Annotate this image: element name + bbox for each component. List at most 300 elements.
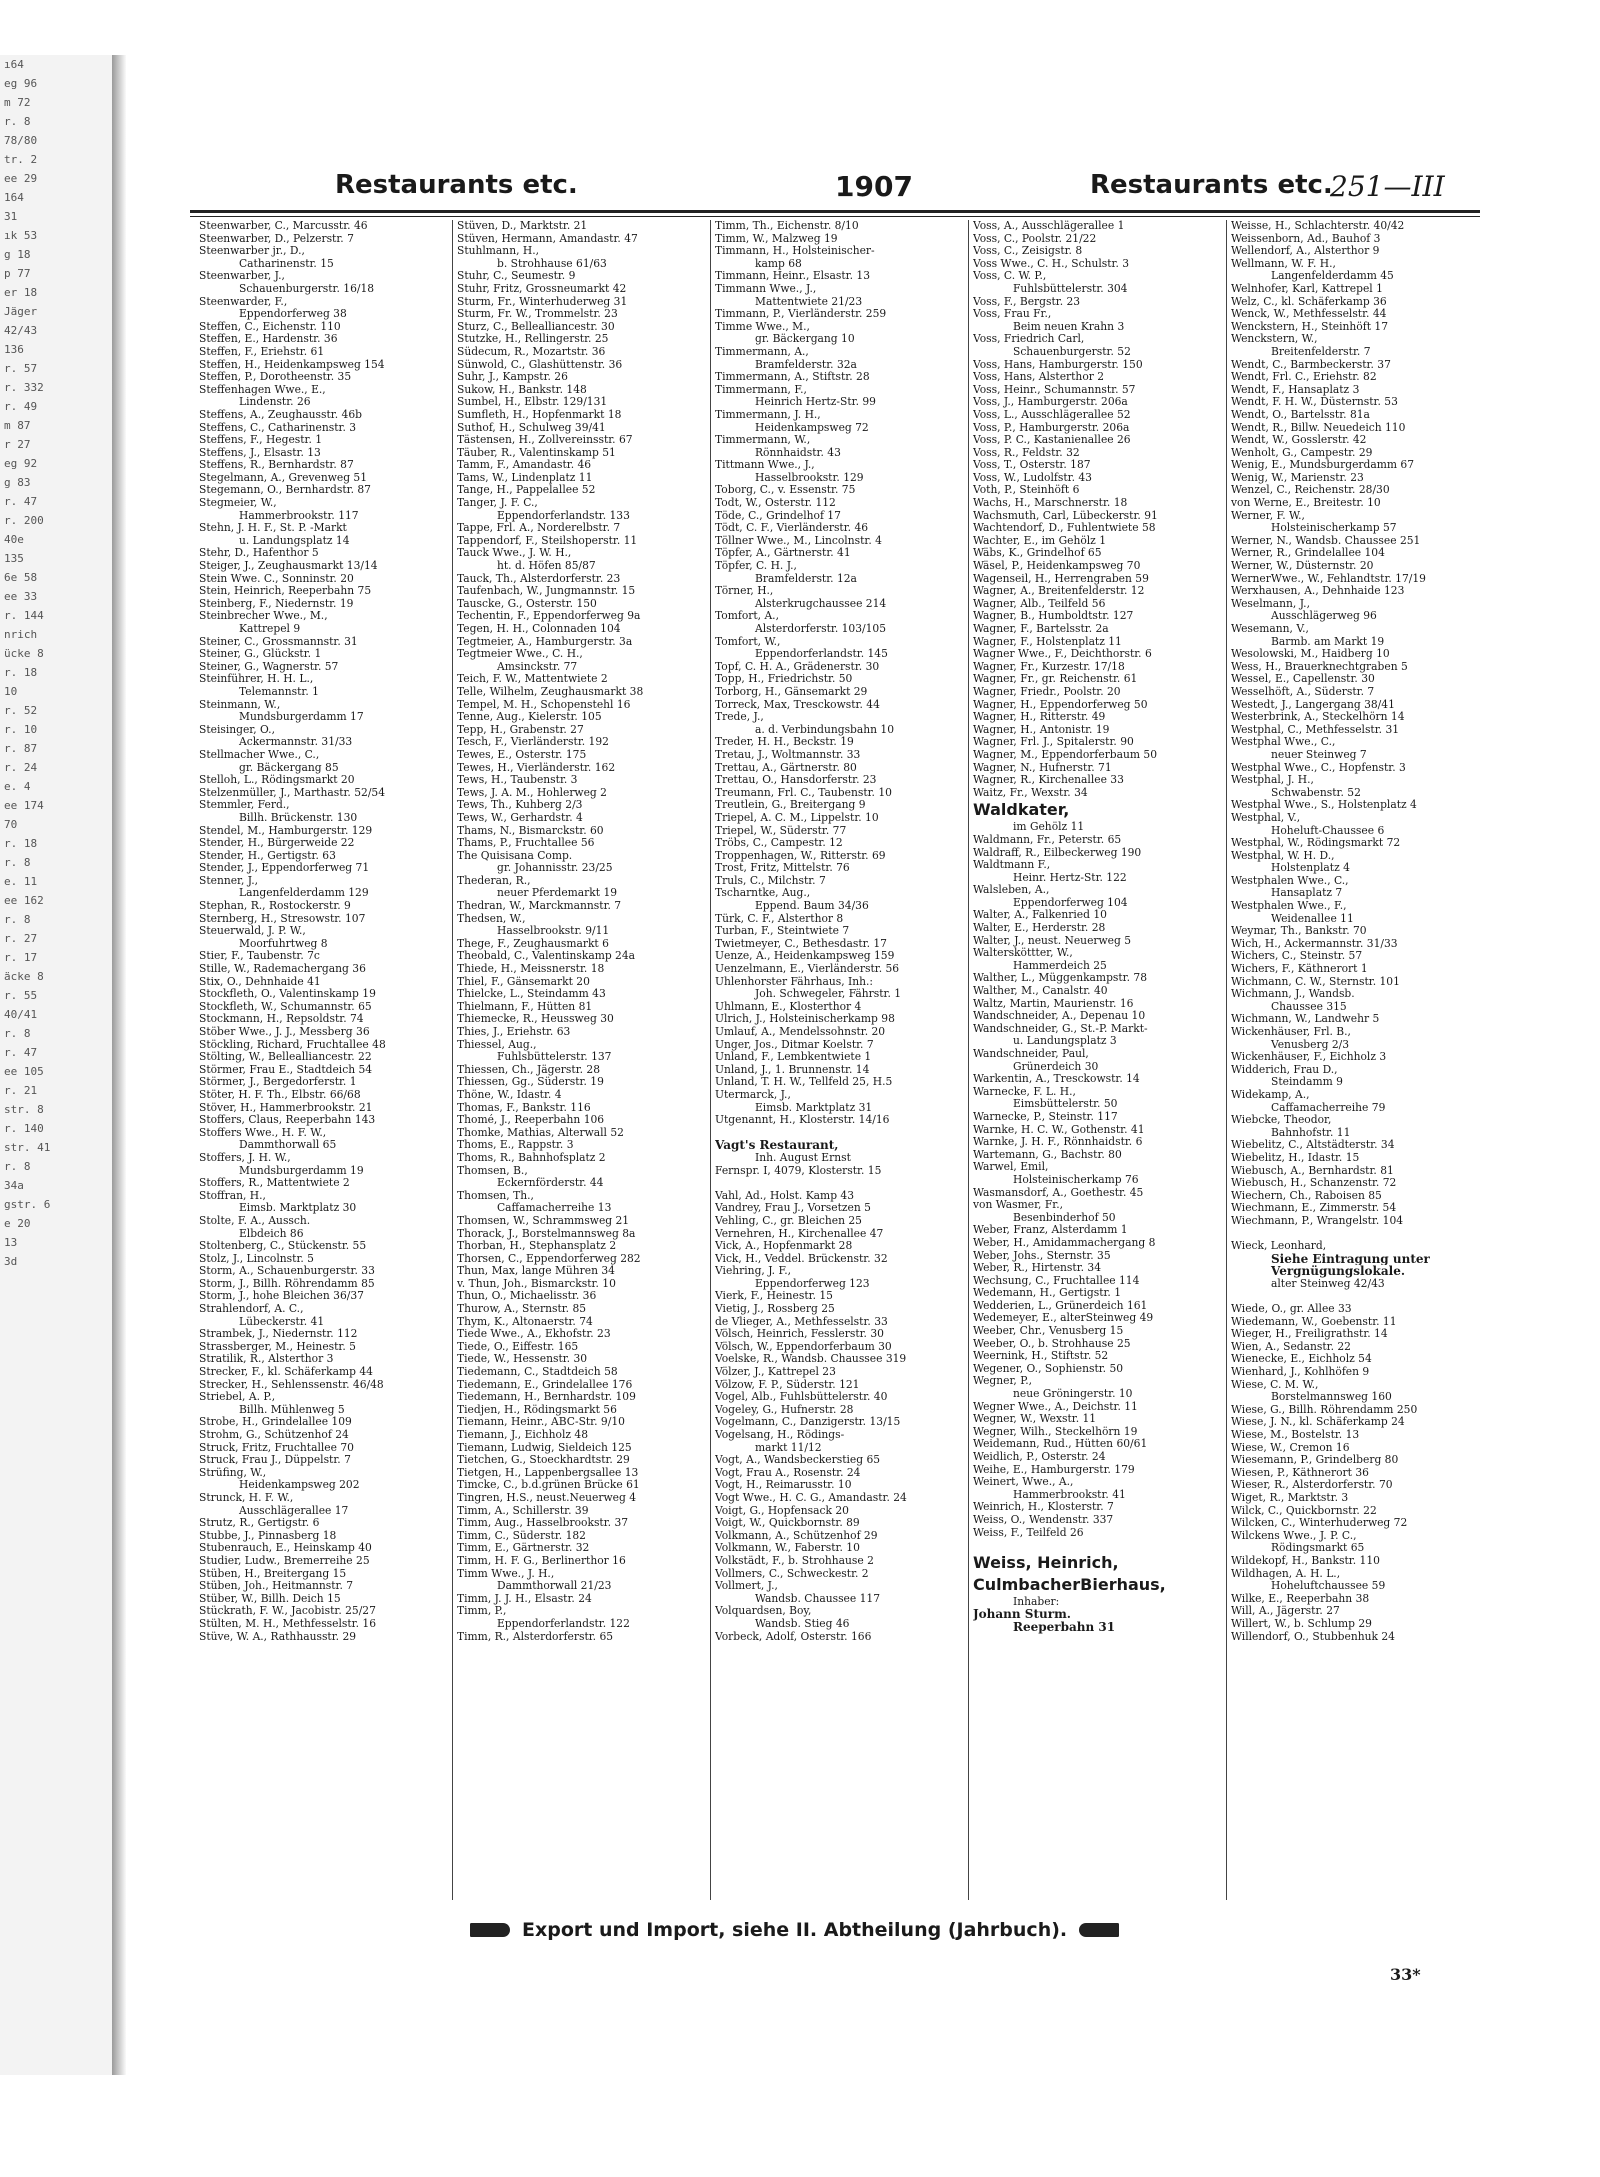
directory-entry: Wandsb. Chaussee 117 <box>755 1592 881 1605</box>
directory-entry: Storm, A., Schauenburgerstr. 33 <box>199 1265 375 1278</box>
directory-entry: Weernink, H., Stiftstr. 52 <box>973 1350 1109 1363</box>
directory-entry: Wiede, O., gr. Allee 33 <box>1231 1303 1352 1316</box>
directory-entry: Wachter, E., im Gehölz 1 <box>973 534 1107 547</box>
directory-entry: Wilck, C., Quickbornstr. 22 <box>1231 1504 1377 1517</box>
directory-entry: Stenner, J., <box>199 874 259 887</box>
directory-entry: Timm, Th., Eichenstr. 8/10 <box>715 220 859 232</box>
directory-entry: Turban, F., Steintwiete 7 <box>715 925 850 938</box>
directory-entry: Barmb. am Markt 19 <box>1271 635 1385 648</box>
directory-entry: Steenwarber jr., D., <box>199 245 305 258</box>
directory-entry: Tiedjen, H., Rödingsmarkt 56 <box>457 1403 617 1416</box>
directory-entry: v. Thun, Joh., Bismarckstr. 10 <box>457 1277 616 1290</box>
directory-entry: Timmann, Heinr., Elsastr. 13 <box>715 270 871 283</box>
directory-entry: Holsteinischerkamp 57 <box>1271 522 1397 535</box>
directory-entry: Techentin, F., Eppendorferweg 9a <box>457 610 641 623</box>
directory-entry: Vogt, A., Wandsbeckerstieg 65 <box>715 1454 881 1467</box>
directory-entry: Teich, F. W., Mattentwiete 2 <box>457 673 608 686</box>
directory-entry: Tiemann, Heinr., ABC-Str. 9/10 <box>457 1416 625 1429</box>
directory-entry: Storm, J., Billh. Röhrendamm 85 <box>199 1277 375 1290</box>
footer-note <box>470 1915 1370 1945</box>
directory-entry: Will, A., Jägerstr. 27 <box>1231 1605 1340 1618</box>
directory-entry: Wiese, C. M. W., <box>1231 1378 1319 1391</box>
directory-entry: Tews, W., Gerhardstr. 4 <box>457 811 583 824</box>
document-page <box>140 110 1510 2050</box>
directory-entry: Triepel, A. C. M., Lippelstr. 10 <box>715 811 879 824</box>
previous-page-fragment: r. 8 <box>4 115 31 128</box>
directory-entry: Wichmann, C. W., Sternstr. 101 <box>1231 975 1400 988</box>
directory-entry: gr. Bäckergang 10 <box>755 333 855 346</box>
directory-entry: Töllner Wwe., M., Lincolnstr. 4 <box>715 534 882 547</box>
directory-entry: Suhr, J., Kampstr. 26 <box>457 371 568 384</box>
directory-entry: Lübeckerstr. 41 <box>239 1315 325 1328</box>
directory-entry: Ulrich, J., Holsteinischerkamp 98 <box>715 1013 895 1026</box>
previous-page-fragment: r. 55 <box>4 989 38 1002</box>
previous-page-fragment: 136 <box>4 343 24 356</box>
directory-entry: Weeber, O., b. Strohhause 25 <box>973 1337 1131 1350</box>
directory-entry: Fuhlsbüttelerstr. 137 <box>497 1051 612 1064</box>
directory-entry: Steffens, J., Elsastr. 13 <box>199 446 321 459</box>
directory-entry: Sünwold, C., Glashüttenstr. 36 <box>457 358 623 371</box>
directory-entry: Thomas, F., Bankstr. 116 <box>457 1101 591 1114</box>
directory-entry: markt 11/12 <box>755 1441 822 1454</box>
directory-entry: gr. Bäckergang 85 <box>239 761 339 774</box>
directory-entry: Welz, C., kl. Schäferkamp 36 <box>1231 295 1387 308</box>
directory-entry: Storm, J., hohe Bleichen 36/37 <box>199 1290 364 1303</box>
directory-entry: Thorsen, C., Eppendorferweg 282 <box>457 1252 641 1265</box>
previous-page-fragment: r. 18 <box>4 666 38 679</box>
directory-entry: Thoms, R., Bahnhofsplatz 2 <box>457 1151 606 1164</box>
directory-entry: Wachs, H., Marschnerstr. 18 <box>973 497 1128 510</box>
directory-entry: Wichers, C., Steinstr. 57 <box>1231 950 1363 963</box>
directory-entry: Wiechmann, E., Zimmerstr. 54 <box>1231 1202 1397 1215</box>
directory-entry: Stender, J., Eppendorferweg 71 <box>199 862 370 875</box>
directory-entry: Trost, Fritz, Mittelstr. 76 <box>715 862 850 875</box>
directory-entry: Tscharntke, Aug., <box>715 887 811 900</box>
directory-entry: Westedt, J., Langergang 38/41 <box>1231 698 1395 711</box>
directory-entry: a. d. Verbindungsbahn 10 <box>755 723 895 736</box>
directory-entry: Waitz, Fr., Wexstr. 34 <box>973 786 1088 799</box>
directory-entry: Eppend. Baum 34/36 <box>755 900 869 913</box>
directory-entry: u. Landungsplatz 14 <box>239 534 350 547</box>
directory-entry: Wartemann, G., Bachstr. 80 <box>973 1148 1122 1161</box>
directory-entry: Stephan, R., Rostockerstr. 9 <box>199 900 351 913</box>
directory-entry: Wellendorf, A., Alsterthor 9 <box>1231 245 1380 258</box>
directory-entry: Tegtmeier Wwe., C. H., <box>457 648 583 661</box>
directory-entry: Wedderien, L., Grünerdeich 161 <box>973 1299 1148 1312</box>
directory-entry: Hansaplatz 7 <box>1271 887 1343 900</box>
directory-entry: Caffamacherreihe 13 <box>497 1202 612 1215</box>
previous-page-fragment: str. 41 <box>4 1141 51 1154</box>
directory-entry: Weber, H., Amidammachergang 8 <box>973 1236 1156 1249</box>
directory-entry: Tanger, J. F. C., <box>457 497 538 510</box>
directory-entry: Sumfleth, H., Hopfenmarkt 18 <box>457 408 622 421</box>
directory-entry: Weihe, E., Hamburgerstr. 179 <box>973 1463 1135 1476</box>
directory-entry: Tempel, M. H., Schopenstehl 16 <box>457 698 631 711</box>
directory-entry: Westerbrink, A., Steckelhörn 14 <box>1231 711 1405 724</box>
directory-entry: Wiese, M., Bostelstr. 13 <box>1231 1429 1360 1441</box>
directory-entry: Töde, C., Grindelhof 17 <box>715 509 841 522</box>
directory-entry: Wagner, H., Antonistr. 19 <box>973 723 1110 736</box>
directory-entry: Stendel, M., Hamburgerstr. 129 <box>199 824 373 837</box>
directory-entry: Störmer, J., Bergedorferstr. 1 <box>199 1076 357 1089</box>
directory-entry: Wasmansdorf, A., Goethestr. 45 <box>973 1186 1144 1199</box>
directory-entry: Strambek, J., Niedernstr. 112 <box>199 1328 358 1341</box>
pointing-hand-icon <box>470 1923 510 1937</box>
directory-entry: Amsinckstr. 77 <box>497 660 578 673</box>
directory-entry: Stüber, W., Billh. Deich 15 <box>199 1592 341 1605</box>
directory-entry: Wiedemann, W., Goebenstr. 11 <box>1231 1315 1397 1328</box>
directory-entry: Bramfelderstr. 12a <box>755 572 857 585</box>
directory-entry: Toborg, C., v. Essenstr. 75 <box>715 484 856 497</box>
directory-entry: Wiebelitz, C., Altstädterstr. 34 <box>1231 1139 1395 1152</box>
directory-entry: Wendt, C., Barmbeckerstr. 37 <box>1231 358 1391 371</box>
previous-page-fragment: 40e <box>4 533 24 546</box>
directory-entry: Steenwarber, D., Pelzerstr. 7 <box>199 232 354 245</box>
directory-entry: Voss, R., Feldstr. 32 <box>973 446 1080 459</box>
directory-entry: neuer Steinweg 7 <box>1271 748 1367 761</box>
previous-page-fragment: r 27 <box>4 438 31 451</box>
directory-entry: Utermarck, J., <box>715 1088 791 1101</box>
directory-entry: Wenholt, G., Campestr. 29 <box>1231 446 1373 459</box>
directory-entry: Timmermann, F., <box>715 383 807 396</box>
directory-entry: Alsterkrugchaussee 214 <box>755 597 887 610</box>
directory-entry: Ausschlägerallee 17 <box>239 1504 349 1517</box>
directory-entry: Thomsen, Th., <box>457 1189 534 1202</box>
directory-entry: Stehn, J. H. F., St. P. -Markt <box>199 522 347 535</box>
directory-entry: Tews, J. A. M., Hohlerweg 2 <box>457 786 607 799</box>
directory-entry: Stockfleth, W., Schumannstr. 65 <box>199 1000 372 1013</box>
directory-entry: Thiede, H., Meissnerstr. 18 <box>457 963 605 976</box>
previous-page-fragment: gstr. 6 <box>4 1198 51 1211</box>
directory-entry: Weber, R., Hirtenstr. 34 <box>973 1262 1102 1275</box>
directory-entry: Strecker, F., kl. Schäferkamp 44 <box>199 1366 373 1379</box>
directory-entry: Kattrepel 9 <box>239 623 301 635</box>
directory-entry: Studier, Ludw., Bremerreihe 25 <box>199 1554 370 1567</box>
directory-entry: Voss, Friedrich Carl, <box>973 333 1085 346</box>
directory-entry: Weber, Johs., Sternstr. 35 <box>973 1249 1111 1262</box>
directory-entry: Stier, F., Taubenstr. 7c <box>199 950 320 963</box>
directory-entry: WernerWwe., W., Fehlandtstr. 17/19 <box>1231 572 1426 585</box>
previous-page-fragment: eg 96 <box>4 77 38 90</box>
directory-entry: Tietgen, H., Lappenbergsallee 13 <box>457 1466 639 1479</box>
directory-entry: Wagner, H., Eppendorferweg 50 <box>973 698 1148 711</box>
directory-entry: Thedran, W., Marckmannstr. 7 <box>457 900 622 913</box>
directory-entry: Wildhagen, A. H. L., <box>1231 1567 1341 1580</box>
directory-entry: Hammerbrookstr. 117 <box>239 509 359 522</box>
directory-entry: Uenzelmann, E., Vierländerstr. 56 <box>715 963 900 976</box>
header-right: Restaurants etc. <box>1090 170 1333 200</box>
directory-entry: Vehling, C., gr. Bleichen 25 <box>715 1214 862 1227</box>
directory-entry: Mundsburgerdamm 17 <box>239 711 364 724</box>
directory-entry: Hammerdeich 25 <box>1013 959 1107 972</box>
directory-entry: Tepp, H., Grabenstr. 27 <box>457 723 584 736</box>
directory-entry: Moorfuhrtweg 8 <box>239 937 328 950</box>
directory-entry: Eimsb. Marktplatz 31 <box>755 1101 873 1114</box>
directory-entry: Wieger, H., Freiligrathstr. 14 <box>1231 1328 1388 1341</box>
directory-entry: Töpfer, A., Gärtnerstr. 41 <box>715 547 851 560</box>
directory-entry: Wandschneider, G., St.-P. Markt- <box>973 1022 1148 1035</box>
directory-entry: Langenfelderdamm 45 <box>1271 270 1394 283</box>
directory-entry: von Wasmer, Fr., <box>973 1199 1063 1212</box>
directory-entry: Wiebusch, H., Schanzenstr. 72 <box>1231 1177 1397 1190</box>
directory-entry: Wegener, O., Sophienstr. 50 <box>973 1362 1124 1375</box>
directory-entry: Wienecke, E., Eichholz 54 <box>1231 1353 1372 1366</box>
directory-entry: Stuhr, Fritz, Grossneumarkt 42 <box>457 282 627 295</box>
directory-entry: Unland, J., 1. Brunnenstr. 14 <box>715 1063 870 1076</box>
previous-page-fragment: 6e 58 <box>4 571 38 584</box>
directory-entry: Torreck, Max, Tresckowstr. 44 <box>715 698 880 711</box>
directory-entry: Töpfer, C. H. J., <box>715 560 797 573</box>
directory-entry: Billh. Mühlenweg 5 <box>239 1403 345 1416</box>
directory-entry: Tingren, H.S., neust.Neuerweg 4 <box>457 1491 637 1504</box>
directory-entry: Weiss, O., Wendenstr. 337 <box>973 1513 1114 1526</box>
directory-entry: Weinrich, H., Klosterstr. 7 <box>973 1501 1114 1514</box>
directory-entry: Struck, Frau J., Düppelstr. 7 <box>199 1454 351 1467</box>
directory-entry: Utgenannt, H., Klosterstr. 14/16 <box>715 1114 890 1127</box>
directory-entry: Vogelsang, H., Rödings- <box>715 1429 845 1441</box>
directory-entry: Strunck, H. F. W., <box>199 1491 294 1504</box>
directory-entry: Steenwarber, J., <box>199 270 285 283</box>
previous-page-fragment: r. 8 <box>4 856 31 869</box>
directory-entry: Thorack, J., Borstelmannsweg 8a <box>457 1227 636 1240</box>
running-header <box>180 170 1490 210</box>
directory-entry: Stuhr, C., Seumestr. 9 <box>457 270 576 283</box>
directory-entry: Wickenhäuser, F., Eichholz 3 <box>1231 1051 1387 1064</box>
previous-page-fragment: 10 <box>4 685 18 698</box>
directory-entry: Rönnhaidstr. 43 <box>755 446 841 459</box>
directory-entry: Voss, F., Bergstr. 23 <box>973 295 1081 308</box>
directory-entry: Uhlenhorster Fährhaus, Inh.: <box>715 975 874 988</box>
directory-entry: Wiesemann, P., Grindelberg 80 <box>1231 1454 1399 1467</box>
directory-entry: Umlauf, A., Mendelssohnstr. 20 <box>715 1026 886 1038</box>
previous-page-fragment: ee 29 <box>4 172 38 185</box>
directory-entry: Steiger, J., Zeughausmarkt 13/14 <box>199 560 378 573</box>
directory-entry: Voss, A., Ausschlägerallee 1 <box>973 220 1125 232</box>
directory-entry: Joh. Schwegeler, Fährstr. 1 <box>755 988 902 1001</box>
directory-entry: Voss, C., Poolstr. 21/22 <box>973 232 1097 245</box>
directory-entry: Stüven, Hermann, Amandastr. 47 <box>457 232 638 245</box>
directory-entry: Tappe, Frl. A., Norderelbstr. 7 <box>457 522 621 535</box>
previous-page-fragment: ee 105 <box>4 1065 44 1078</box>
directory-entry: Wiechmann, P., Wrangelstr. 104 <box>1231 1214 1404 1227</box>
directory-entry: Vollmers, C., Schweckestr. 2 <box>715 1567 869 1580</box>
directory-entry: Wandschneider, Paul, <box>973 1048 1089 1060</box>
directory-entry: Holsteinischerkamp 76 <box>1013 1173 1139 1186</box>
directory-entry: Fuhlsbüttelerstr. 304 <box>1013 282 1128 295</box>
directory-entry: Alsterdorferstr. 103/105 <box>755 623 887 635</box>
directory-entry: Wien, A., Sedanstr. 22 <box>1231 1340 1351 1353</box>
directory-entry: Tamm, F., Amandastr. 46 <box>457 459 592 472</box>
directory-entry: Wendt, O., Bartelsstr. 81a <box>1231 408 1370 421</box>
directory-entry: Tesch, F., Vierländerstr. 192 <box>457 736 609 749</box>
directory-entry: Tittmann Wwe., J., <box>715 459 815 472</box>
directory-entry: Stuhlmann, H., <box>457 245 539 258</box>
directory-entry: Steffen, C., Eichenstr. 110 <box>199 320 341 333</box>
directory-entry: Wendt, Frl. C., Eriehstr. 82 <box>1231 371 1377 384</box>
directory-entry: Struck, Fritz, Fruchtallee 70 <box>199 1441 354 1454</box>
directory-entry: Stratilik, R., Alsterthor 3 <box>199 1353 334 1366</box>
directory-entry: Triepel, W., Süderstr. 77 <box>715 824 847 837</box>
directory-entry: Stöter, H. F. Th., Elbstr. 66/68 <box>199 1088 361 1101</box>
directory-entry: Westphalen Wwe., F., <box>1231 900 1347 913</box>
directory-entry: Torborg, H., Gänsemarkt 29 <box>715 685 868 698</box>
directory-entry: Treder, H. H., Beckstr. 19 <box>715 736 854 749</box>
directory-entry: Rödingsmarkt 65 <box>1271 1542 1365 1555</box>
directory-entry: Thederan, R., <box>457 874 531 887</box>
directory-entry: Vick, H., Veddel. Brückenstr. 32 <box>715 1252 888 1265</box>
previous-page-fragment: 34a <box>4 1179 24 1192</box>
directory-entry: Tiedemann, H., Bernhardstr. 109 <box>457 1391 636 1404</box>
directory-entry: Thym, K., Altonaerstr. 74 <box>457 1315 593 1328</box>
directory-entry: Stöckling, Richard, Fruchtallee 48 <box>199 1038 386 1051</box>
directory-entry: neue Gröningerstr. 10 <box>1013 1388 1133 1401</box>
directory-entry: Wenzel, C., Reichenstr. 28/30 <box>1231 484 1390 497</box>
directory-entry: Thiessen, Ch., Jägerstr. 28 <box>457 1063 601 1076</box>
directory-entry: Stölting, W., Bellealliancestr. 22 <box>199 1051 372 1064</box>
directory-entry: Wiese, J. N., kl. Schäferkamp 24 <box>1231 1416 1405 1429</box>
directory-entry: Westphal, W. H. D., <box>1231 849 1335 862</box>
directory-entry: Stegemann, O., Bernhardstr. 87 <box>199 484 371 497</box>
directory-entry: Westphalen Wwe., C., <box>1231 874 1349 887</box>
directory-entry: Timme Wwe., M., <box>715 320 810 333</box>
directory-entry: Tegtmeier, A., Hamburgerstr. 3a <box>457 635 633 648</box>
directory-entry: Thomsen, B., <box>457 1164 528 1177</box>
directory-entry: Timm, A., Schillerstr. 39 <box>457 1504 589 1517</box>
directory-entry: Tiede, O., Eiffestr. 165 <box>457 1340 579 1353</box>
directory-entry: Vogel, Alb., Fuhlsbüttelerstr. 40 <box>715 1391 888 1404</box>
directory-entry: Voss Wwe., C. H., Schulstr. 3 <box>973 257 1130 270</box>
directory-entry: Timm, R., Alsterdorferstr. 65 <box>457 1630 614 1643</box>
directory-entry: Westphal Wwe., S., Holstenplatz 4 <box>1231 799 1417 812</box>
directory-entry: Stegelmann, A., Grevenweg 51 <box>199 471 368 484</box>
directory-entry: Steinmann, W., <box>199 698 281 711</box>
directory-entry: Catharinenstr. 15 <box>239 257 334 270</box>
directory-entry: Westphal, W., Rödingsmarkt 72 <box>1231 837 1401 850</box>
directory-entry: Tiede Wwe., A., Ekhofstr. 23 <box>457 1328 611 1341</box>
directory-entry: Wilckens Wwe., J. P. C., <box>1231 1529 1357 1542</box>
directory-entry: Wandsb. Stieg 46 <box>755 1617 850 1630</box>
directory-entry: Strohm, G., Schützenhof 24 <box>199 1429 349 1441</box>
directory-entry: Trede, J., <box>715 711 764 724</box>
directory-entry: von Werne, E., Breitestr. 10 <box>1231 497 1381 510</box>
previous-page-fragment: r. 52 <box>4 704 38 717</box>
directory-entry: Trettau, A., Gärtnerstr. 80 <box>715 761 857 774</box>
directory-entry: Ackermannstr. 31/33 <box>239 736 353 749</box>
directory-entry: Wegner, P., <box>973 1375 1033 1388</box>
directory-entry: Wilke, E., Reeperbahn 38 <box>1231 1592 1370 1605</box>
directory-entry: Tomfort, A., <box>715 610 779 623</box>
directory-entry: Strutz, R., Gertigstr. 6 <box>199 1517 320 1530</box>
directory-entry: Elbdeich 86 <box>239 1227 304 1240</box>
directory-entry: Tiedemann, C., Stadtdeich 58 <box>457 1366 618 1379</box>
directory-entry: Vogt, H., Reimarusstr. 10 <box>715 1479 852 1492</box>
directory-entry: Steffen, E., Hardenstr. 36 <box>199 333 338 346</box>
directory-entry: Eppendorferlandstr. 145 <box>755 648 888 661</box>
directory-entry: Timm, P., <box>457 1605 507 1618</box>
directory-entry: Sternberg, H., Stresowstr. 107 <box>199 912 366 925</box>
directory-entry: Stelzenmüller, J., Marthastr. 52/54 <box>199 786 386 799</box>
directory-entry: Weinert, Wwe., A., <box>973 1476 1074 1489</box>
directory-entry: Wagner, F., Holstenplatz 11 <box>973 635 1122 648</box>
directory-entry: Willert, W., b. Schlump 29 <box>1231 1617 1372 1630</box>
directory-entry: Eppendorferweg 38 <box>239 308 347 321</box>
directory-entry: Wagner, Fr., Kurzestr. 17/18 <box>973 660 1125 673</box>
directory-entry: Westphal, V., <box>1231 811 1301 824</box>
directory-entry: Timm, E., Gärtnerstr. 32 <box>457 1542 590 1555</box>
directory-entry: Topp, H., Friedrichstr. 50 <box>715 673 853 686</box>
directory-entry: Eppendorferweg 123 <box>755 1277 870 1290</box>
directory-entry: Vorbeck, Adolf, Osterstr. 166 <box>715 1630 872 1643</box>
directory-entry: Voss, L., Ausschlägerallee 52 <box>973 408 1131 421</box>
page-gutter <box>112 55 126 2075</box>
directory-entry: Thoms, E., Rappstr. 3 <box>457 1139 574 1152</box>
directory-entry: Wechsung, C., Fruchtallee 114 <box>973 1274 1140 1287</box>
previous-page-fragment: m 72 <box>4 96 31 109</box>
directory-entry: Steffens, C., Catharinenstr. 3 <box>199 421 357 434</box>
directory-entry: Twietmeyer, C., Bethesdastr. 17 <box>715 937 887 950</box>
directory-entry: Willendorf, O., Stubbenhuk 24 <box>1231 1630 1395 1643</box>
previous-page-fragment: 31 <box>4 210 18 223</box>
directory-entry: Thun, O., Michaelisstr. 36 <box>457 1290 597 1303</box>
directory-entry: Heinr. Hertz-Str. 122 <box>1013 871 1127 884</box>
directory-entry: Tauck, Th., Alsterdorferstr. 23 <box>457 572 621 585</box>
directory-entry: Weeber, Chr., Venusberg 15 <box>973 1325 1124 1338</box>
directory-entry: Völsch, W., Eppendorferbaum 30 <box>715 1340 892 1353</box>
directory-entry: Heidenkampsweg 202 <box>239 1479 360 1492</box>
directory-entry: Waldraff, R., Eilbeckerweg 190 <box>973 846 1142 859</box>
previous-page-fragment: str. 8 <box>4 1103 44 1116</box>
directory-entry: Wiese, W., Cremon 16 <box>1231 1441 1350 1454</box>
directory-entry: Westphal, J. H., <box>1231 774 1314 787</box>
header-year: 1907 <box>835 170 913 203</box>
directory-entry: Wiechern, Ch., Raboisen 85 <box>1231 1189 1382 1202</box>
directory-entry: Wagner, R., Kirchenallee 33 <box>973 774 1124 787</box>
directory-entry: Törner, H., <box>715 585 774 598</box>
directory-entry: Wachsmuth, Carl, Lübeckerstr. 91 <box>973 509 1158 522</box>
directory-entry: Wiget, R., Marktstr. 3 <box>1231 1491 1349 1504</box>
directory-entry: Stülten, M. H., Methfesselstr. 16 <box>199 1617 377 1630</box>
directory-entry: Treutlein, G., Breitergang 9 <box>715 799 866 812</box>
directory-entry: Thams, P., Fruchtallee 56 <box>457 837 595 850</box>
directory-entry: Weselmann, J., <box>1231 597 1310 610</box>
directory-entry: Beim neuen Krahn 3 <box>1013 320 1125 333</box>
directory-entry: Stückrath, F. W., Jacobistr. 25/27 <box>199 1605 376 1618</box>
directory-entry: u. Landungsplatz 3 <box>1013 1035 1117 1048</box>
directory-entry: Täuber, R., Valentinskamp 51 <box>457 446 616 459</box>
page-number: 33* <box>1390 1965 1421 1984</box>
directory-entry: Thomé, J., Reeperbahn 106 <box>457 1114 605 1127</box>
directory-entry: Waldtmann F., <box>973 859 1051 872</box>
directory-entry: Hasselbrookstr. 129 <box>755 471 864 484</box>
directory-entry: Tewes, E., Osterstr. 175 <box>457 748 587 761</box>
directory-entry: Wichmann, J., Wandsb. <box>1231 988 1355 1001</box>
previous-page-fragment: 13 <box>4 1236 18 1249</box>
directory-entry: Tietchen, G., Stoeckhardtstr. 29 <box>457 1454 630 1467</box>
directory-entry: Voelske, R., Wandsb. Chaussee 319 <box>715 1353 907 1366</box>
directory-entry: Weiss, F., Teilfeld 26 <box>973 1526 1084 1539</box>
directory-entry: Thege, F., Zeughausmarkt 6 <box>457 937 609 950</box>
directory-entry: Tams, W., Lindenplatz 11 <box>457 471 593 484</box>
previous-page-fragment: ücke 8 <box>4 647 44 660</box>
directory-entry: Stöber Wwe., J. J., Messberg 36 <box>199 1026 370 1038</box>
directory-entry: Unland, T. H. W., Tellfeld 25, H.5 <box>715 1076 893 1089</box>
directory-entry: Steffens, R., Bernhardstr. 87 <box>199 459 354 472</box>
directory-entry: Thöne, W., Idastr. 4 <box>457 1088 562 1101</box>
directory-entry: Siehe Eintragung unter <box>1271 1252 1430 1266</box>
directory-entry: Bahnhofstr. 11 <box>1271 1126 1351 1139</box>
directory-entry: Vierk, F., Heinestr. 15 <box>715 1290 833 1303</box>
directory-entry: Timm, W., Malzweg 19 <box>715 232 838 245</box>
